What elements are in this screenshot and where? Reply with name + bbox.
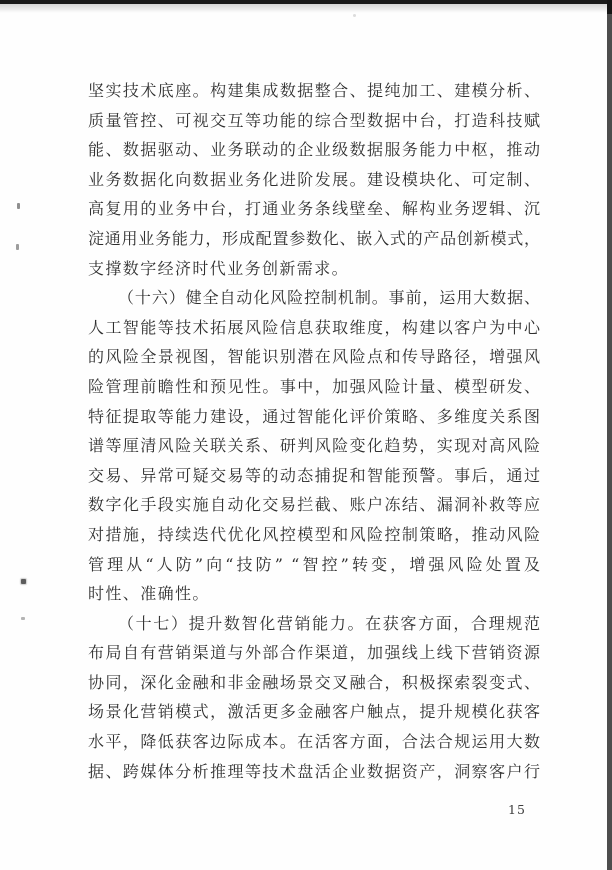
text-line: 对措施，持续迭代优化风控模型和风险控制策略，推动风险: [88, 524, 540, 544]
text-line: 质量管控、可视交互等功能的综合型数据中台，打造科技赋: [88, 110, 540, 130]
text-line: 管理从“人防”向“技防” “智控”转变，增强风险处置及: [88, 554, 540, 574]
scanner-edge-top-shadow: [0, 4, 612, 13]
scan-speck: [16, 244, 19, 250]
scan-speck: [21, 617, 25, 620]
text-line: 淀通用业务能力，形成配置参数化、嵌入式的产品创新模式，: [88, 228, 540, 248]
text-line: 支撑数字经济时代业务创新需求。: [88, 258, 350, 278]
text-line: 谱等厘清风险关联关系、研判风险变化趋势，实现对高风险: [88, 436, 540, 456]
text-line: 据、跨媒体分析推理等技术盘活企业数据资产，洞察客户行: [88, 761, 540, 781]
text-line: 时性、准确性。: [88, 584, 210, 604]
text-line: 布局自有营销渠道与外部合作渠道，加强线上线下营销资源: [88, 643, 540, 663]
scan-speck: [353, 14, 356, 17]
scan-speck: [17, 203, 20, 209]
text-line: 坚实技术底座。构建集成数据整合、提纯加工、建模分析、: [88, 81, 540, 100]
scanner-edge-right: [607, 0, 612, 870]
text-line: （十六）健全自动化风险控制机制。事前，运用大数据、: [118, 288, 540, 308]
text-line: 场景化营销模式，激活更多金融客户触点，提升规模化获客: [88, 702, 540, 722]
text-line: 交易、异常可疑交易等的动态捕捉和智能预警。事后，通过: [88, 465, 540, 485]
scanner-edge-right-top: [607, 0, 612, 14]
text-line: 特征提取等能力建设，通过智能化评价策略、多维度关系图: [88, 406, 540, 426]
text-line: 险管理前瞻性和预见性。事中，加强风险计量、模型研发、: [88, 376, 540, 396]
page-number: 15: [508, 802, 526, 817]
text-line: 数字化手段实施自动化交易拦截、账户冻结、漏洞补救等应: [88, 495, 540, 515]
text-line: （十七）提升数智化营销能力。在获客方面，合理规范: [118, 613, 540, 633]
text-line: 协同，深化金融和非金融场景交叉融合，积极探索裂变式、: [88, 672, 540, 692]
scan-speck: [21, 579, 26, 584]
text-line: 水平，降低获客边际成本。在活客方面，合法合规运用大数: [88, 732, 540, 752]
document-body-text: [88, 76, 540, 786]
text-line: 高复用的业务中台，打通业务条线壁垒、解构业务逻辑、沉: [88, 199, 540, 219]
text-line: 的风险全景视图，智能识别潜在风险点和传导路径，增强风: [88, 347, 540, 367]
text-line: 业务数据化向数据业务化进阶发展。建设模块化、可定制、: [88, 169, 540, 189]
text-line: 人工智能等技术拓展风险信息获取维度，构建以客户为中心: [88, 317, 540, 337]
text-line: 能、数据驱动、业务联动的企业级数据服务能力中枢，推动: [88, 140, 540, 160]
